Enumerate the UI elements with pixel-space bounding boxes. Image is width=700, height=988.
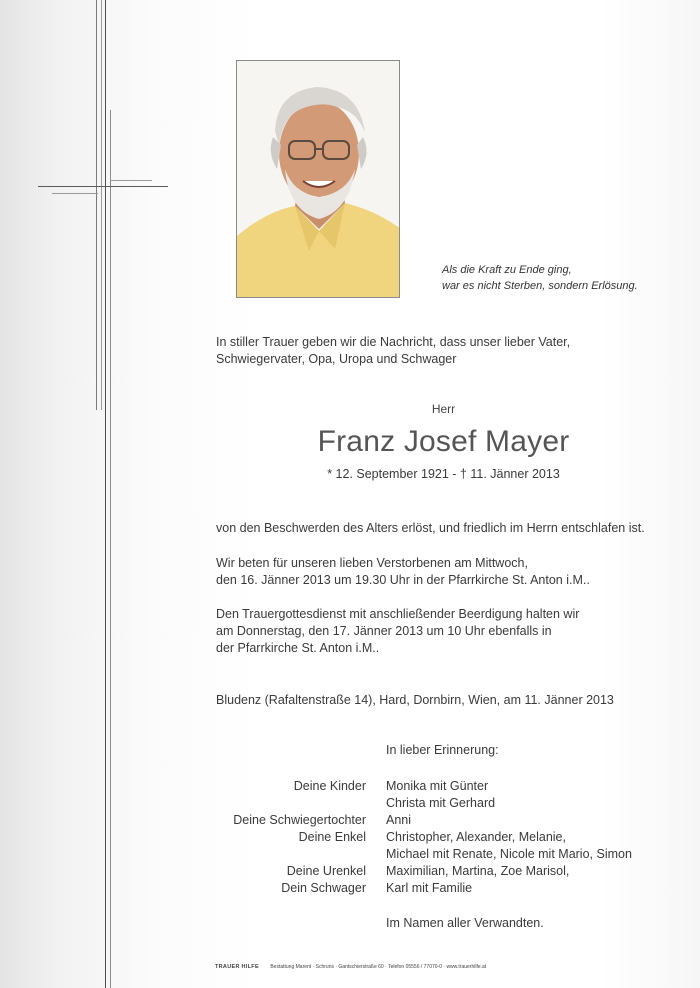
names-enkel-1: Christopher, Alexander, Melanie, (386, 830, 566, 844)
relatives-heading: In lieber Erinnerung: (386, 743, 499, 757)
prayer-line-2: den 16. Jänner 2013 um 19.30 Uhr in der Pfarrkirche St. Anton i.M.. (216, 573, 590, 587)
names-urenkel: Maximilian, Martina, Zoe Marisol, (386, 864, 570, 878)
deceased-name: Franz Josef Mayer (317, 425, 570, 458)
quote-line-1: Als die Kraft zu Ende ging, (442, 264, 572, 276)
names-kinder-1: Monika mit Günter (386, 779, 489, 793)
quote-line-2: war es nicht Sterben, sondern Erlösung. (442, 280, 638, 292)
cross-vertical-line-2 (101, 0, 102, 410)
footer-brand: TRAUER HILFE (215, 964, 259, 970)
prayer-line-1: Wir beten für unseren lieben Verstorbenen am Mittwoch, (216, 556, 528, 570)
cross-vertical-line-4 (110, 110, 111, 988)
cross-horizontal-line-3 (52, 193, 98, 194)
cross-vertical-line-3 (105, 0, 106, 988)
role-schwager: Dein Schwager (281, 881, 366, 895)
intro-line-2: Schwiegervater, Opa, Uropa und Schwager (216, 352, 457, 366)
salutation: Herr (431, 402, 456, 416)
footer (215, 964, 486, 970)
names-schwager: Karl mit Familie (386, 881, 473, 895)
passed-text: von den Beschwerden des Alters erlöst, und friedlich im Herrn entschlafen ist. (216, 521, 645, 535)
role-enkel: Deine Enkel (298, 830, 366, 844)
names-enkel-2: Michael mit Renate, Nicole mit Mario, Simon (386, 847, 632, 861)
names-schwiegertochter: Anni (386, 813, 412, 827)
footer-text: Bestattung Marent · Schruns · Gantschierstraße 60 · Telefon 05556 / 77070-0 · www.trauerhilfe.at (270, 964, 487, 970)
service-line-2: am Donnerstag, den 17. Jänner 2013 um 10 Uhr ebenfalls in (216, 624, 552, 638)
service-line-1: Den Trauergottesdienst mit anschließender Beerdigung halten wir (216, 607, 580, 621)
place-date: Bludenz (Rafaltenstraße 14), Hard, Dornbirn, Wien, am 11. Jänner 2013 (216, 693, 614, 707)
role-schwiegertochter: Deine Schwiegertochter (233, 813, 366, 827)
service-line-3: der Pfarrkirche St. Anton i.M.. (216, 641, 380, 655)
cross-horizontal-line-2 (110, 180, 152, 181)
names-kinder-2: Christa mit Gerhard (386, 796, 496, 810)
cross-horizontal-line-1 (38, 186, 168, 187)
intro-line-1: In stiller Trauer geben wir die Nachricht, dass unser lieber Vater, (216, 335, 571, 349)
portrait-illustration (237, 61, 400, 298)
portrait-photo (236, 60, 400, 298)
closing-text: Im Namen aller Verwandten. (386, 916, 544, 930)
cross-vertical-line-1 (96, 0, 97, 410)
role-kinder: Deine Kinder (293, 779, 366, 793)
role-urenkel: Deine Urenkel (286, 864, 366, 878)
life-dates: * 12. September 1921 - † 11. Jänner 2013 (327, 467, 560, 481)
